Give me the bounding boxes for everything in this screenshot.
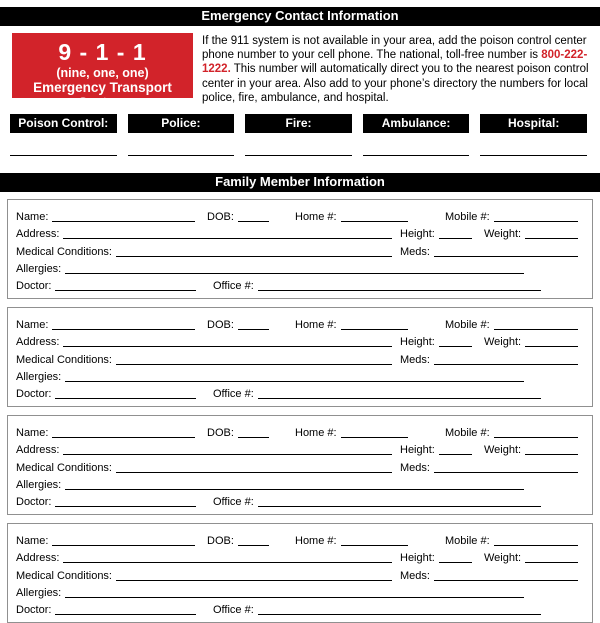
family-member-block: [7, 307, 593, 407]
contact-label: Police:: [128, 114, 235, 133]
meds-label: Meds:: [400, 353, 430, 366]
height-field: [400, 552, 472, 564]
member-row-name: [16, 422, 578, 439]
meds-continuation-line: [384, 597, 524, 598]
weight-label: Weight:: [484, 228, 522, 241]
weight-field: [484, 444, 578, 456]
meds-continuation-line: [384, 273, 524, 274]
weight-field: [484, 552, 578, 564]
mobile-phone-blank-line: [494, 221, 578, 222]
meds-blank-line: [434, 364, 578, 365]
member-row-allergies: [16, 474, 578, 491]
name-blank-line: [52, 545, 195, 546]
meds-field: [400, 570, 578, 582]
height-label: Height:: [400, 552, 435, 565]
office-phone-blank-line: [258, 506, 401, 507]
weight-blank-line: [525, 346, 578, 347]
medical-conditions-field: [16, 462, 392, 474]
contact-label: Poison Control:: [10, 114, 117, 133]
meds-blank-line: [434, 472, 578, 473]
doctor-blank-line: [55, 398, 196, 399]
office-phone-field: [213, 280, 401, 292]
address-blank-line: [63, 238, 392, 239]
medical-conditions-label: Medical Conditions:: [16, 569, 112, 582]
member-row-doctor: [16, 383, 578, 400]
mobile-phone-label: Mobile #:: [445, 427, 490, 440]
emergency-contacts-row: [10, 114, 587, 156]
contact-blank-line: [245, 155, 352, 156]
dob-blank-line: [238, 437, 269, 438]
mobile-phone-label: Mobile #:: [445, 535, 490, 548]
name-blank-line: [52, 329, 195, 330]
medical-conditions-blank-line: [116, 364, 392, 365]
contact-label: Fire:: [245, 114, 352, 133]
member-row-address: [16, 331, 578, 348]
allergies-continuation-line: [196, 381, 384, 382]
contact-column: [245, 114, 352, 156]
height-field: [400, 336, 472, 348]
meds-blank-line: [434, 256, 578, 257]
height-label: Height:: [400, 444, 435, 457]
name-blank-line: [52, 437, 195, 438]
meds-continuation-line-2: [401, 290, 541, 291]
medical-conditions-blank-line: [116, 256, 392, 257]
address-label: Address:: [16, 336, 60, 349]
address-field: [16, 228, 392, 240]
doctor-label: Doctor:: [16, 387, 52, 400]
name-field: [16, 211, 195, 223]
mobile-phone-field: [445, 427, 578, 439]
weight-label: Weight:: [484, 444, 522, 457]
dob-field: [207, 427, 269, 439]
home-phone-field: [295, 319, 408, 331]
mobile-phone-field: [445, 535, 578, 547]
mobile-phone-label: Mobile #:: [445, 211, 490, 224]
home-phone-label: Home #:: [295, 319, 337, 332]
name-field: [16, 319, 195, 331]
dob-label: DOB:: [207, 535, 234, 548]
contact-column: [10, 114, 117, 156]
address-blank-line: [63, 562, 392, 563]
instructions-paragraph: [202, 33, 590, 105]
dob-field: [207, 319, 269, 331]
member-row-name: [16, 314, 578, 331]
doctor-blank-line: [55, 290, 196, 291]
height-blank-line: [439, 346, 472, 347]
home-phone-blank-line: [341, 221, 408, 222]
name-field: [16, 535, 195, 547]
instructions-text-before: If the 911 system is not available in your area, add the poison control center phone number to your cell phone. The national, toll-free number is: [202, 35, 587, 62]
contact-blank-line: [10, 155, 117, 156]
allergies-field: [16, 479, 196, 491]
dob-label: DOB:: [207, 319, 234, 332]
medical-conditions-label: Medical Conditions:: [16, 245, 112, 258]
office-phone-field: [213, 604, 401, 616]
home-phone-blank-line: [341, 437, 408, 438]
member-row-medical: [16, 564, 578, 581]
weight-blank-line: [525, 238, 578, 239]
family-member-block: [7, 199, 593, 299]
height-field: [400, 444, 472, 456]
weight-label: Weight:: [484, 552, 522, 565]
home-phone-field: [295, 427, 408, 439]
address-field: [16, 336, 392, 348]
doctor-field: [16, 496, 196, 508]
meds-continuation-line: [384, 489, 524, 490]
call-911-box: [12, 33, 193, 110]
member-row-medical: [16, 348, 578, 365]
medical-conditions-blank-line: [116, 580, 392, 581]
height-label: Height:: [400, 228, 435, 241]
meds-label: Meds:: [400, 569, 430, 582]
call-number-phonetic: (nine, one, one): [56, 66, 149, 80]
dob-field: [207, 535, 269, 547]
member-row-allergies: [16, 258, 578, 275]
height-field: [400, 228, 472, 240]
name-label: Name:: [16, 319, 49, 332]
medical-conditions-label: Medical Conditions:: [16, 353, 112, 366]
meds-continuation-line-2: [401, 506, 541, 507]
doctor-label: Doctor:: [16, 279, 52, 292]
name-field: [16, 427, 195, 439]
address-blank-line: [63, 454, 392, 455]
member-row-address: [16, 223, 578, 240]
home-phone-field: [295, 211, 408, 223]
home-phone-field: [295, 535, 408, 547]
contact-blank-line: [363, 155, 470, 156]
family-member-block: [7, 415, 593, 515]
office-phone-field: [213, 388, 401, 400]
weight-blank-line: [525, 562, 578, 563]
member-row-medical: [16, 456, 578, 473]
doctor-field: [16, 388, 196, 400]
name-label: Name:: [16, 427, 49, 440]
member-row-doctor: [16, 491, 578, 508]
member-row-allergies: [16, 582, 578, 599]
allergies-field: [16, 263, 196, 275]
medical-conditions-label: Medical Conditions:: [16, 461, 112, 474]
home-phone-label: Home #:: [295, 535, 337, 548]
doctor-label: Doctor:: [16, 495, 52, 508]
medical-conditions-field: [16, 246, 392, 258]
address-label: Address:: [16, 552, 60, 565]
member-row-medical: [16, 240, 578, 257]
address-blank-line: [63, 346, 392, 347]
contact-column: [363, 114, 470, 156]
office-phone-field: [213, 496, 401, 508]
emergency-contact-header-bar: Emergency Contact Information: [0, 7, 600, 26]
dob-label: DOB:: [207, 427, 234, 440]
height-blank-line: [439, 454, 472, 455]
meds-continuation-line-2: [401, 398, 541, 399]
allergies-label: Allergies:: [16, 586, 62, 599]
intro-section: [12, 33, 590, 110]
allergies-label: Allergies:: [16, 262, 62, 275]
home-phone-label: Home #:: [295, 427, 337, 440]
family-members-list: [7, 199, 593, 623]
height-blank-line: [439, 238, 472, 239]
meds-field: [400, 354, 578, 366]
home-phone-label: Home #:: [295, 211, 337, 224]
doctor-blank-line: [55, 614, 196, 615]
contact-label: Hospital:: [480, 114, 587, 133]
allergies-blank-line: [65, 597, 196, 598]
meds-blank-line: [434, 580, 578, 581]
contact-label: Ambulance:: [363, 114, 470, 133]
office-phone-label: Office #:: [213, 495, 254, 508]
member-row-address: [16, 547, 578, 564]
meds-continuation-line-2: [401, 614, 541, 615]
address-field: [16, 552, 392, 564]
member-row-allergies: [16, 366, 578, 383]
address-label: Address:: [16, 228, 60, 241]
member-row-name: [16, 530, 578, 547]
family-member-header-bar: Family Member Information: [0, 173, 600, 192]
allergies-field: [16, 371, 196, 383]
office-phone-label: Office #:: [213, 603, 254, 616]
contact-blank-line: [128, 155, 235, 156]
allergies-blank-line: [65, 381, 196, 382]
mobile-phone-field: [445, 211, 578, 223]
allergies-blank-line: [65, 489, 196, 490]
contact-column: [480, 114, 587, 156]
medical-conditions-blank-line: [116, 472, 392, 473]
poison-control-phone-number: 800-222-1222.: [202, 49, 588, 76]
member-row-address: [16, 439, 578, 456]
doctor-label: Doctor:: [16, 603, 52, 616]
weight-blank-line: [525, 454, 578, 455]
doctor-field: [16, 280, 196, 292]
allergies-continuation-line: [196, 597, 384, 598]
family-member-block: [7, 523, 593, 623]
address-label: Address:: [16, 444, 60, 457]
name-blank-line: [52, 221, 195, 222]
member-row-doctor: [16, 275, 578, 292]
mobile-phone-label: Mobile #:: [445, 319, 490, 332]
mobile-phone-field: [445, 319, 578, 331]
name-label: Name:: [16, 211, 49, 224]
mobile-phone-blank-line: [494, 545, 578, 546]
height-label: Height:: [400, 336, 435, 349]
medical-conditions-field: [16, 354, 392, 366]
office-phone-blank-line: [258, 290, 401, 291]
medical-conditions-field: [16, 570, 392, 582]
doctor-blank-line: [55, 506, 196, 507]
meds-continuation-line: [384, 381, 524, 382]
office-phone-label: Office #:: [213, 279, 254, 292]
member-row-doctor: [16, 599, 578, 616]
dob-blank-line: [238, 329, 269, 330]
meds-field: [400, 462, 578, 474]
weight-field: [484, 336, 578, 348]
call-number: 9 - 1 - 1: [58, 39, 147, 65]
home-phone-blank-line: [341, 545, 408, 546]
allergies-label: Allergies:: [16, 478, 62, 491]
mobile-phone-blank-line: [494, 329, 578, 330]
weight-field: [484, 228, 578, 240]
dob-label: DOB:: [207, 211, 234, 224]
name-label: Name:: [16, 535, 49, 548]
instructions-text-after: This number will automatically direct you to the nearest poison control center in your area. Also add to your phone’s directory the numbers for local police, fire, ambulance, and hospital.: [202, 63, 589, 104]
meds-label: Meds:: [400, 245, 430, 258]
contact-blank-line: [480, 155, 587, 156]
office-phone-label: Office #:: [213, 387, 254, 400]
call-box-caption: Emergency Transport System: [33, 80, 172, 110]
allergies-field: [16, 587, 196, 599]
contact-column: [128, 114, 235, 156]
meds-label: Meds:: [400, 461, 430, 474]
allergies-continuation-line: [196, 489, 384, 490]
height-blank-line: [439, 562, 472, 563]
address-field: [16, 444, 392, 456]
mobile-phone-blank-line: [494, 437, 578, 438]
office-phone-blank-line: [258, 614, 401, 615]
allergies-label: Allergies:: [16, 370, 62, 383]
allergies-continuation-line: [196, 273, 384, 274]
dob-blank-line: [238, 545, 269, 546]
weight-label: Weight:: [484, 336, 522, 349]
home-phone-blank-line: [341, 329, 408, 330]
dob-blank-line: [238, 221, 269, 222]
dob-field: [207, 211, 269, 223]
meds-field: [400, 246, 578, 258]
member-row-name: [16, 206, 578, 223]
allergies-blank-line: [65, 273, 196, 274]
doctor-field: [16, 604, 196, 616]
office-phone-blank-line: [258, 398, 401, 399]
